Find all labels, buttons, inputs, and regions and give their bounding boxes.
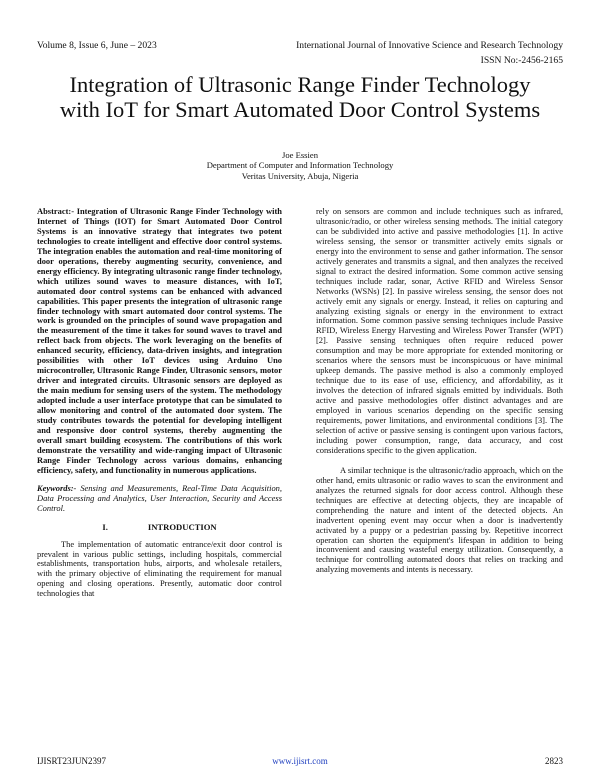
left-column xyxy=(37,207,282,599)
right-column xyxy=(316,207,563,575)
author-university: Veritas University, Abuja, Nigeria xyxy=(241,170,359,181)
footer-paper-id: IJISRT23JUN2397 xyxy=(37,756,106,766)
author-name: Joe Essien xyxy=(281,150,319,160)
body-paragraph-2: A similar technique is the ultrasonic/radio approach, which on the other hand, emits ultrasonic or radio waves to scan the environment and analyzes the returned signals for door access control. Although these techniques are effective at detecting objects, they are incapable of comprehending the nature and intent of the detected objects. An inadvertent opening event may occur when a door is inadvertently activated by a puppy or a pedestrian passing by. Repetitive incorrect operation can shorten the equipment's lifespan in addition to being inconvenient and causing wasteful energy utilization. Consequently, a technique for controlling automated doors that relies on tracking and analyzing movements and intents is necessary. xyxy=(316,464,563,575)
intro-paragraph: The implementation of automatic entrance/exit door control is prevalent in various public settings, including hospitals, commercial establishments, transportation hubs, airports, and wholesale retailers, with the primary objective of eliminating the requirement for manual opening and closing operations. Presently, automatic door control technologies that xyxy=(37,538,282,599)
header-volume: Volume 8, Issue 6, June – 2023 xyxy=(37,40,157,51)
title-line-2: with IoT for Smart Automated Door Control Systems xyxy=(59,97,541,122)
section-title: INTRODUCTION xyxy=(147,521,217,532)
footer-website-link[interactable]: www.ijisrt.com xyxy=(272,756,328,766)
keywords xyxy=(37,484,282,514)
keywords-text: Sensing and Measurements, Real-Time Data Acquisition, Data Processing and Analytics, User Interaction, Security and Access Control. xyxy=(37,482,282,513)
keywords-label: Keywords:- xyxy=(37,482,77,493)
abstract: Abstract:- Integration of Ultrasonic Range Finder Technology with Internet of Things (IOT) for Smart Automated Door Control Systems is an innovative strategy that integrates two potent technologies to create intelligent and effective door control systems. The integration enables the automation and real-time monitoring of door operations, thereby augmenting security, convenience, and energy efficiency. By integrating ultrasonic range finder technology, which utilizes sound waves to measure distances, with IoT, automated door control systems can be enhanced with advanced capabilities. This paper presents the integration of ultrasonic range finder technology with smart automated door control systems. The work is grounded on the principles of sound wave propagation and the measurement of the time it takes for sound waves to travel and reflect back from objects. The work leveraging on the benefits of enhanced security, efficiency, data-driven insights, and integration possibilities with other IoT devices using Arduino Uno microcontroller, Ultrasonic Range Finder, Ultrasonic sensors, motor driver and integrated circuits. Ultrasonic sensors are deployed as the main medium for sensing users of the system. The methodology adopted include a user interface prototype that can be simulated to allow monitoring and control of the automated door system. The study contributes towards the potential for developing intelligent and responsive door control systems, thereby augmenting the overall smart building ecosystem. The contributions of this work demonstrate the versatility and wide-ranging impact of Ultrasonic Range Finder Technology across various domains, enhancing efficiency, safety, and functionality in numerous applications. xyxy=(37,206,282,475)
section-heading xyxy=(37,523,282,533)
author-department: Department of Computer and Information Technology xyxy=(206,160,394,171)
paper-title xyxy=(30,72,570,122)
author-block xyxy=(100,150,500,181)
title-line-1: Integration of Ultrasonic Range Finder Technology xyxy=(69,72,531,97)
footer-page-number: 2823 xyxy=(545,756,563,766)
body-paragraph-1: rely on sensors are common and include techniques such as infrared, ultrasonic/radio, or other wireless sensing methods. The initial category can be subdivided into active and passive methodologies [1]. In active wireless sensing, the sensor or transmitter actively emits signals or energy into the environment to sense and gather information. The sensor actively generates and transmits a signal, and then analyzes the received signal to extract the desired information. Some common active sensing techniques include radar, sonar, Active RFID and Wireless Sensor Networks (WSNs) [2]. In passive wireless sensing, the sensor does not actively emit any signals or energy. Instead, it relies on capturing and analyzing existing signals or energy in the environment to extract information. Some common passive sensing techniques include Passive RFID, Wireless Energy Harvesting and Wireless Power Transfer (WPT) [2]. Passive sensing techniques often require reduced power consumption and may be more appropriate for extended monitoring or scenarios where the sensors must be inconspicuous or have minimal upkeep demands. The passive method is also a commonly employed technique due to its ease of use, efficiency, and affordability, as it involves the detection of infrared signals emitted by individuals. Both active and passive methodologies offer distinct advantages and are employed in various scenarios depending on the specific sensing requirements, power limitations, and environmental conditions [3]. The selection of active or passive sensing is contingent upon various factors, including power consumption, range, data accuracy, and cost considerations specific to the given application. xyxy=(316,206,563,455)
section-number: I. xyxy=(102,521,108,532)
header-issn: ISSN No:-2456-2165 xyxy=(480,55,563,66)
header-journal: International Journal of Innovative Science and Research Technology xyxy=(296,40,563,51)
